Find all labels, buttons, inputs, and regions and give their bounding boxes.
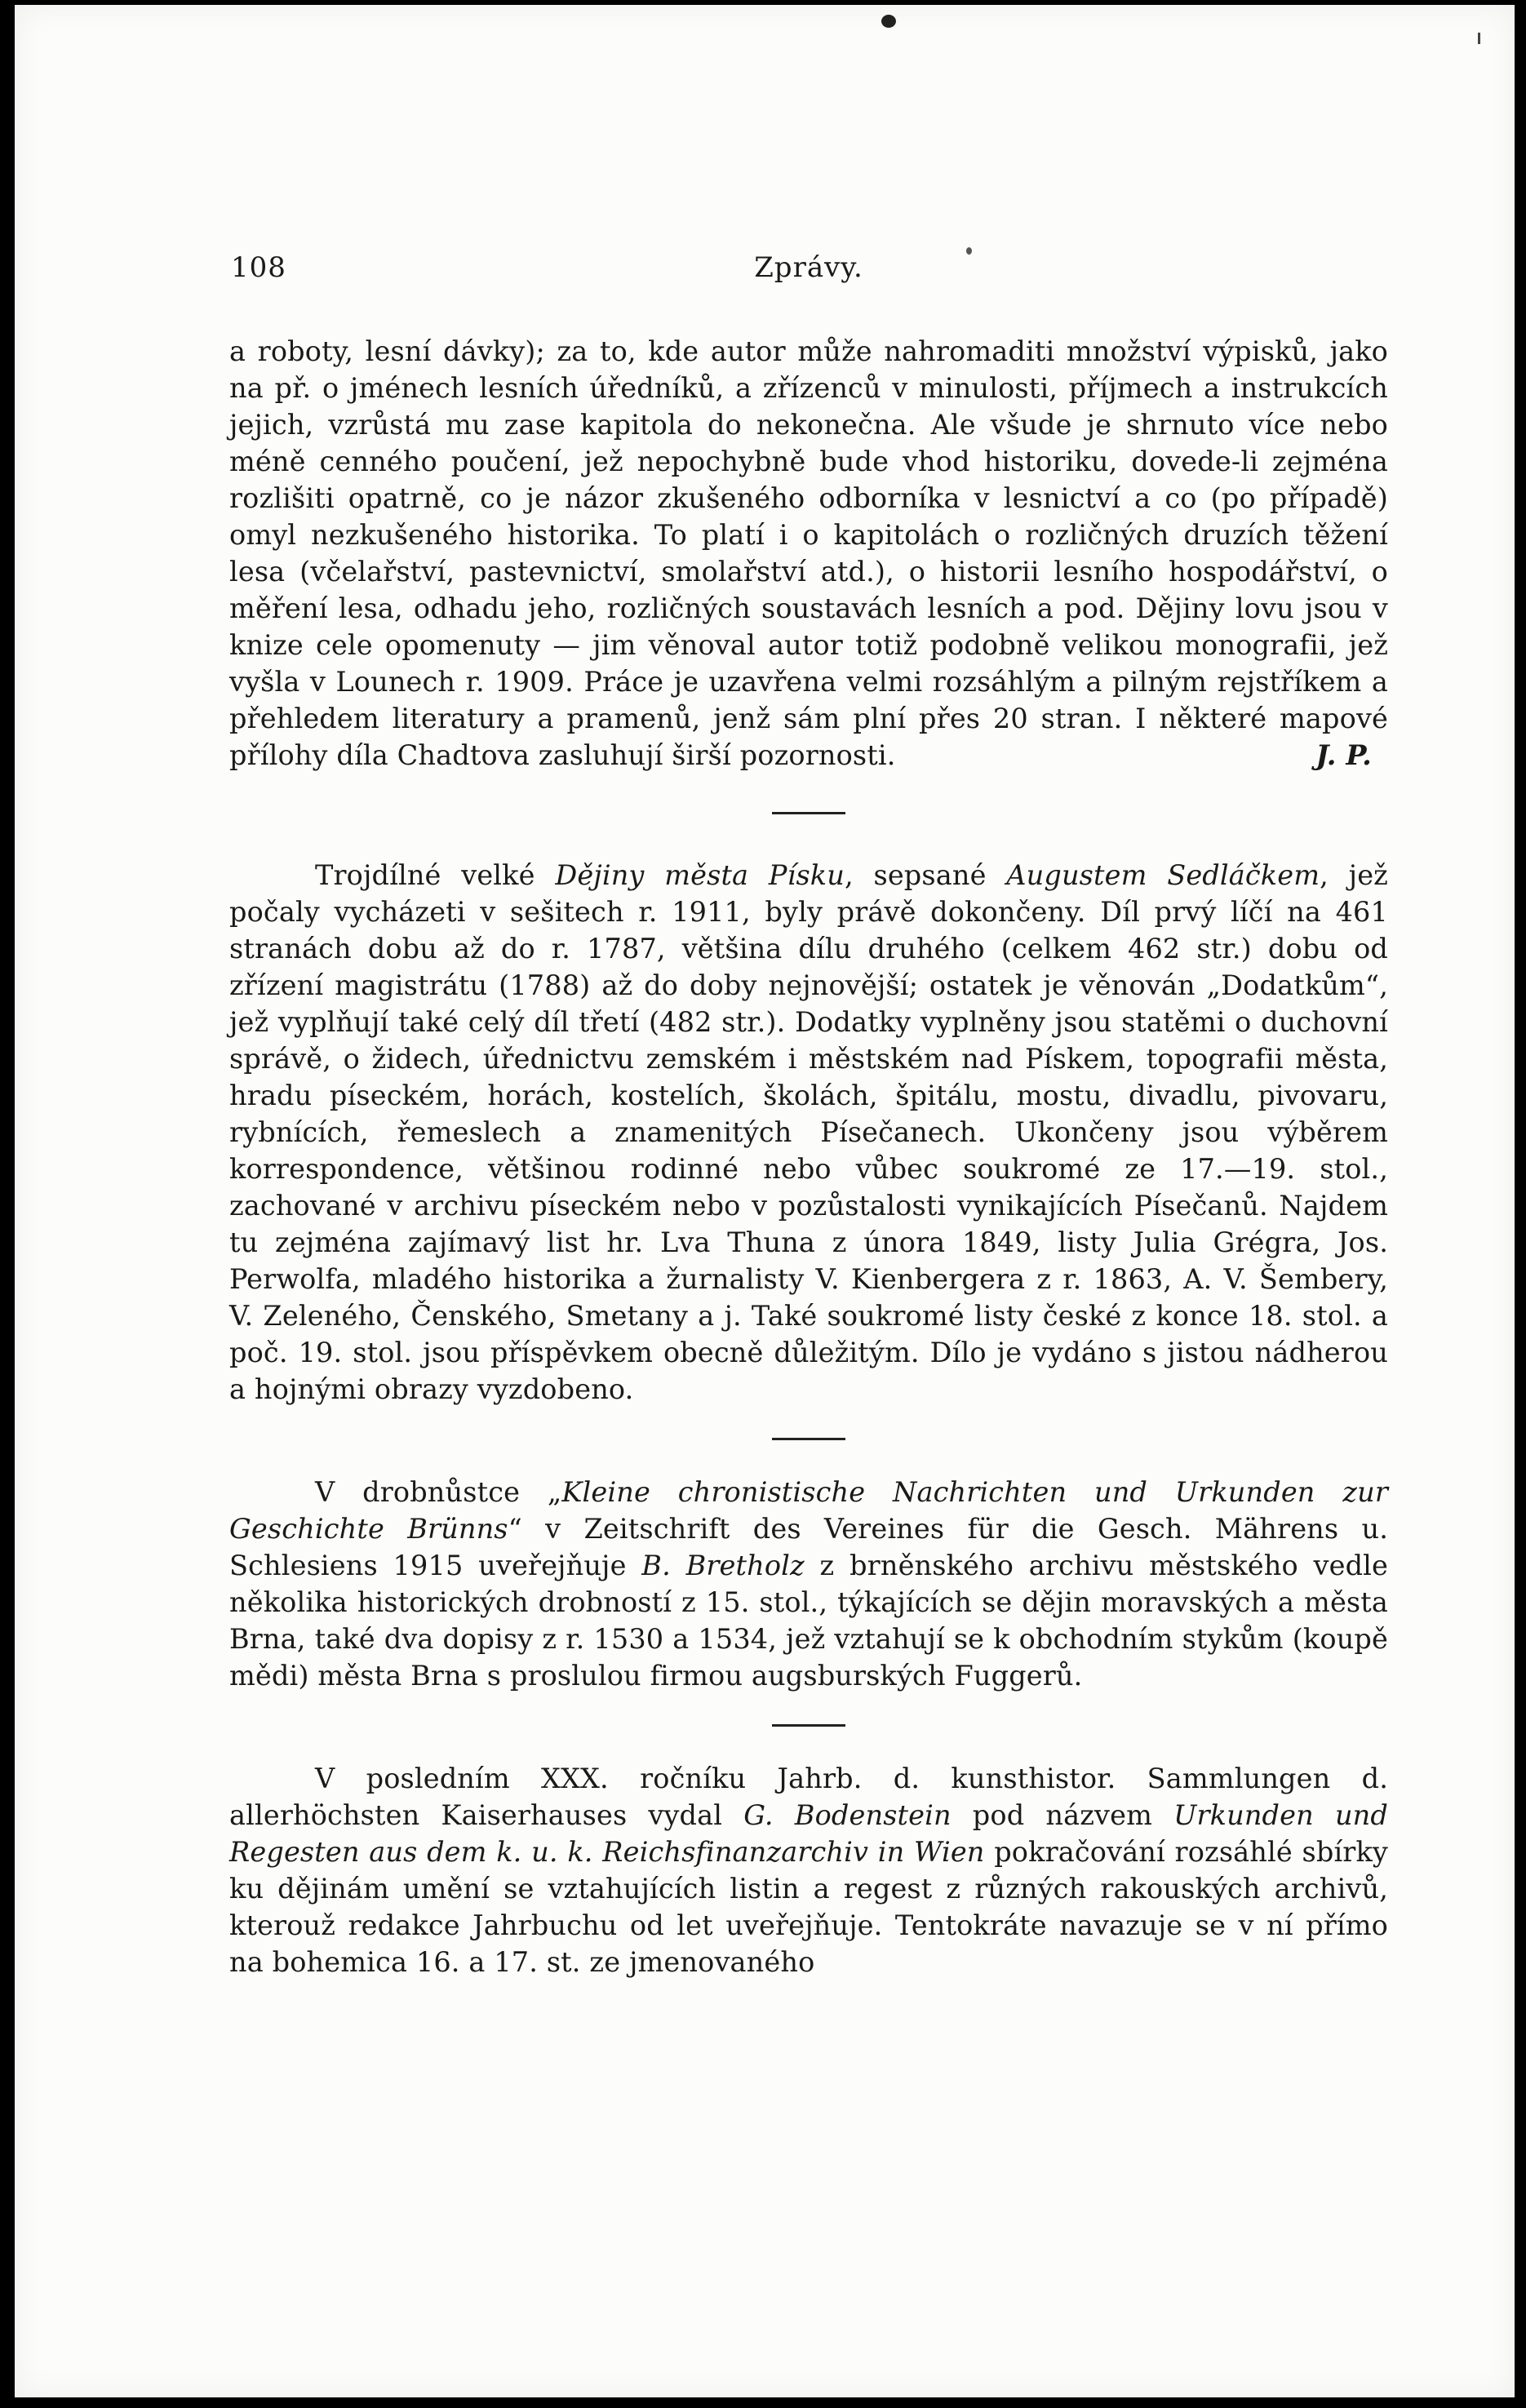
- author-name: B. Bretholz: [641, 1550, 805, 1581]
- paragraph-pisek-history: [229, 857, 1388, 1408]
- section-divider: [772, 1438, 845, 1440]
- text-run: pod názvem: [951, 1799, 1174, 1831]
- text-run: V posledním XXX. ročníku Jahrb. d. kunsthistor. Sammlungen d. allerhöchsten Kaiserhauses vydal: [229, 1763, 1388, 1831]
- paragraph-kunsthistor-yearbook: [229, 1760, 1388, 1980]
- article-title: Kleine chronistische Nachrichten und Urkunden zur Geschichte Brünns: [229, 1476, 1388, 1545]
- book-title: Dějiny města Písku: [555, 859, 845, 891]
- text-run: , jež počaly vycházeti v sešitech r. 1911, byly právě dokončeny. Díl prvý líčí na 461 stranách dobu až do r. 1787, většina dílu druhého (celkem 462 str.) dobu od zřízení magistrátu (1788) až do doby nejnovější; ostatek je věnován „Dodatkům“, jež vyplňují také celý díl třetí (482 str.). Dodatky vyplněny jsou statěmi o duchovní správě, o židech, úřednictvu zemském i městském nad Pískem, topografii města, hradu píseckém, horách, kostelích, školách, špitálu, mostu, divadlu, pivovaru, rybnících, řemeslech a znamenitých Písečanech. Ukončeny jsou výběrem korrespondence, většinou rodinné nebo vůbec soukromé ze 17.—19. stol., zachované v archivu píseckém nebo v pozůstalosti vynikajících Písečanů. Najdem tu zejména zajímavý list hr. Lva Thuna z února 1849, listy Julia Grégra, Jos. Perwolfa, mladého historika a žurnalisty V. Kienbergera z r. 1863, A. V. Šembery, V. Zeleného, Čenského, Smetany a j. Také soukromé listy české z konce 18. stol. a poč. 19. stol. jsou příspěvkem obecně důležitým. Dílo je vydáno s jistou nádherou a hojnými obrazy vyzdobeno.: [229, 859, 1388, 1405]
- paragraph-forestry-review: [229, 333, 1388, 774]
- book-page: [15, 5, 1515, 2397]
- text-run: Trojdílné velké: [315, 859, 556, 891]
- paragraph-brno-chronicle: [229, 1474, 1388, 1694]
- author-initials: J. P.: [1315, 739, 1372, 771]
- ink-blot-mark: [881, 15, 896, 28]
- author-name: G. Bodenstein: [743, 1799, 952, 1831]
- publication-title: Urkunden und Regesten aus dem k. u. k. Reichsfinanzarchiv in Wien: [229, 1799, 1388, 1868]
- paragraph-text: a roboty, lesní dávky); za to, kde autor může nahromaditi množství výpisků, jako na př. o jménech lesních úředníků, a zřízenců v minulosti, příjmech a instrukcích jejich, vzrůstá mu zase kapitola do nekonečna. Ale všude je shrnuto více nebo méně cenného poučení, jež nepochybně bude vhod historiku, dovede-li zejména rozlišiti opatrně, co je názor zkušeného odborníka v lesnictví a co (po případě) omyl nezkušeného historika. To platí i o kapitolách o rozličných druzích těžení lesa (včelařství, pastevnictví, smolařství atd.), o historii lesního hospodářství, o měření lesa, odhadu jeho, rozličných soustavách lesních a pod. Dějiny lovu jsou v knize cele opomenuty — jim věnoval autor totiž podobně velikou monografii, jež vyšla v Lounech r. 1909. Práce je uzavřena velmi rozsáhlým a pilným rejstříkem a přehledem literatury a pramenů, jenž sám plní přes 20 stran. I některé mapové přílohy díla Chadtova zasluhují širší pozornosti.: [229, 335, 1388, 771]
- text-run: pokračování rozsáhlé sbírky ku dějinám umění se vztahujících listin a regest z různých rakouských archivů, kterouž redakce Jahrbuchu od let uveřejňuje. Tentokráte navazuje se v ní přímo na bohemica 16. a 17. st. ze jmenovaného: [229, 1836, 1388, 1978]
- text-run: “ v Zeitschrift des Vereines für die Gesch. Mährens u. Schlesiens 1915 uveřejňuje: [229, 1513, 1389, 1581]
- author-name: Augustem Sedláčkem: [1006, 859, 1320, 891]
- section-divider: [772, 1724, 845, 1727]
- scan-edge-mark: [1478, 33, 1480, 44]
- running-head: [229, 242, 1388, 290]
- text-run: z brněnského archivu městského vedle několika historických drobností z 15. stol., týkajících se dějin moravských a města Brna, také dva dopisy z r. 1530 a 1534, jež vztahují se k obchodním stykům (koupě mědi) města Brna s proslulou firmou augsburských Fuggerů.: [229, 1550, 1388, 1692]
- text-run: V drobnůstce „: [315, 1476, 562, 1508]
- text-column: [229, 242, 1388, 1980]
- section-title: Zprávy.: [754, 251, 863, 284]
- section-divider: [772, 812, 845, 814]
- text-run: , sepsané: [844, 859, 1007, 891]
- page-number: 108: [231, 251, 286, 284]
